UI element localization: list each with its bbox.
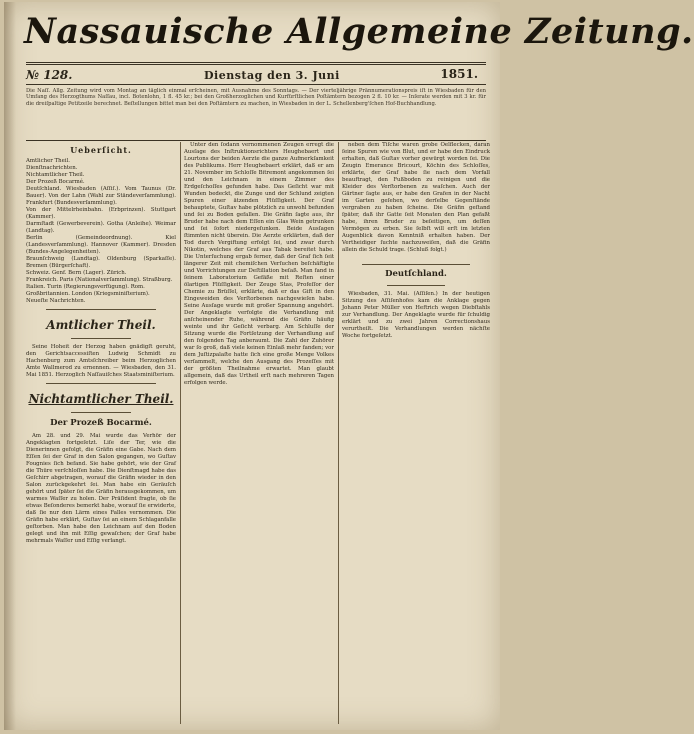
notice-rule [26, 140, 486, 141]
column-3 [342, 142, 490, 724]
amtlich-heading: Amtlicher Theil. [46, 318, 156, 332]
table-of-contents [26, 158, 176, 305]
toc-item: Neueſte Nachrichten. [26, 298, 86, 304]
toc-item: Deutſchland. Wiesbaden (Aſſiſ.). Vom Taunus (Dr. Bauer). Von der Lahn (Wahl zur Ständeverſammlung). Frankfurt (Bundesverſammlung). [26, 186, 176, 206]
toc-heading: Ueberſicht. [70, 145, 132, 155]
issue-year: 1851. [440, 67, 478, 81]
toc-item: Italien. Turin (Regierungsverfügung). Rom. [26, 284, 145, 290]
issue-number: № 128. [26, 68, 73, 82]
masthead-rule-top-2 [26, 64, 486, 65]
deutschland-heading: Deutſchland. [385, 269, 447, 279]
toc-item: Von der Mittelrheinbahn. (Erbprinzen). Stuttgart (Kammer). [26, 207, 176, 220]
toc-item: Darmſtadt (Gewerbeverein). Gotha (Anleihe). Weimar (Landtag). [26, 221, 176, 234]
prozess-text: Am 28. und 29. Mai wurde das Verhör der Angeklagten fortgeſetzt. Liſe der Ter, wie die Dienerinnen gefolgt, die Gräfin eine Gabe. Nach dem Eſſen ſei der Graf in den Salon gegangen, wo Guſtav Fougnies ſich befand. Sie habe gehört, wie der Graf die Thüre verſchloſſen habe. Die Dienſtmagd habe das Geſchirr abgetragen, worauf die Gräfin wieder in den Salon zurückgekehrt ſei. Man habe ein Geräuſch gehört und ſpäter ſei die Gräfin herausgekommen, um warmes Waſſer zu holen. Der Präſident fragte, ob ſie etwas Beſonderes bemerkt habe, worauf ſie erwiderte, daß ſie nur den Lärm eines Falles vernommen. Die Gräfin habe erklärt, Guſtav ſei an einem Schlaganfalle geſtorben. Man habe den Leichnam auf den Boden gelegt und ihn mit Eſſig gewaſchen; der Graf habe mehrmals Waſſer und Eſſig verlangt. [26, 433, 176, 544]
toc-item: Braunſchweig (Landtag). Oldenburg (Sparkaſſe). Bremen (Bürgerſchaft). [26, 256, 176, 269]
masthead-rule-bottom [26, 84, 486, 85]
toc-item: Großbritannien. London (Kriegsminiſterium). [26, 291, 150, 297]
toc-item: Der Prozeß Bocarmé. [26, 179, 85, 185]
toc-item: Berlin (Gemeindeordnung). Kiel (Landesverſammlung). Hannover (Kammer). Dresden (Bundes-Angelegenheiten). [26, 235, 176, 255]
nichtamtlich-heading: Nichtamtlicher Theil. [28, 392, 174, 406]
column-1 [26, 142, 176, 724]
masthead-title: Nassauische Allgemeine Zeitung. [24, 11, 694, 52]
toc-item: Amtlicher Theil. [26, 158, 71, 164]
toc-item: Nichtamtlicher Theil. [26, 172, 85, 178]
column-divider-2 [338, 142, 339, 724]
issue-date: Dienstag den 3. Juni [204, 69, 340, 82]
section-divider [46, 383, 156, 384]
page-edge-shadow [4, 2, 16, 730]
column-divider-1 [180, 142, 181, 724]
toc-item: Dienſtnachrichten. [26, 165, 78, 171]
section-divider [46, 309, 156, 310]
column-2 [184, 142, 334, 724]
section-divider [71, 412, 131, 413]
amtlich-text: Seine Hoheit der Herzog haben gnädigſt geruht, den Gerichtsaccessiſten Ludwig Schmidt zu Hachenburg zum Amtsſchreiber beim Herzoglichen Amte Wallmerod zu ernennen. — Wiesbaden, den 31. Mai 1851. Herzoglich Naſſauiſches Staatsminiſterium. [26, 344, 176, 378]
prozess-heading: Der Prozeß Bocarmé. [50, 418, 152, 428]
section-divider [387, 285, 445, 286]
newspaper-page [4, 2, 694, 730]
deutschland-text: Wiesbaden, 31. Mai. (Aſſiſen.) In der heutigen Sitzung des Aſſiſenhofes kam die Anklage gegen Johann Peter Müller von Heftrich wegen Diebſtahls zur Verhandlung. Der Angeklagte wurde für ſchuldig erklärt und zu zwei Jahren Correctionshaus verurtheilt. Die Verhandlungen werden nächſte Woche fortgeſetzt. [342, 291, 490, 339]
toc-item: Frankreich. Paris (Nationalverſammlung). Straßburg. [26, 277, 173, 283]
toc-item: Schweiz. Genf. Bern (Lager). Zürich. [26, 270, 127, 276]
masthead-rule-top [26, 62, 486, 63]
subscription-notice: Die Naſſ. Allg. Zeitung wird vom Montag an täglich einmal erſcheinen, mit Ausnahme des Sonntags. — Der vierteljährige Prännumerationspreis iſt in Wiesbaden für den Umfang des Herzogthums Naſſau, incl. Botenlohn, 1 fl. 45 kr.; bei den Großherzoglichen und Kurfürſtlichen Poſtämtern bezogen 2 fl. 10 kr. — Inſerate werden mit 3 kr. für die dreiſpaltige Petitzeile berechnet. Beſtellungen bittet man bei den Poſtämtern zu machen, in Wiesbaden in der L. Schellenberg'ſchen Hof-Buchhandlung. [26, 88, 486, 107]
section-divider [71, 338, 131, 339]
column-3-text: neben dem Tiſche waren grobe Oelflecken, daran ſeine Spuren wie von Blut, und er habe den Eindruck erhalten, daß Guſtav vorher gewürgt worden ſei. Die Zeugin Emerance Bricourt, Köchin des Schloſſes, erklärte, der Graf habe ſie nach dem Vorfall beauftragt, den Fußboden zu reinigen und die Kleider des Verſtorbenen zu waſchen. Auch der Gärtner ſagte aus, er habe den Grafen in der Nacht im Garten geſehen, wo derſelbe Gegenſtände vergraben zu haben ſcheine. Die Gräfin geſtand ſpäter, daß ihr Gatte ſeit Monaten den Plan gefaßt habe, ihren Bruder zu beſeitigen, um deſſen Vermögen zu erben. Sie ſelbſt will erſt im letzten Augenblick davon Kenntniß erhalten haben. Der Vertheidiger ſuchte nachzuweiſen, daß die Gräfin allein die Schuld trage. (Schluß folgt.) [342, 142, 490, 253]
column-2-text: Unter den ſodann vernommenen Zeugen erregt die Ausſage des Inſtruktionsrichters Heughebaert und Lourtons der beiden Aerzte die ganze Aufmerkſamkeit des Publikums. Herr Heughebaert erklärt, daß er am 21. November im Schloſſe Bitremont angekommen ſei und den Leichnam in einem Zimmer des Erdgeſchoſſes gefunden habe. Das Geſicht war mit Wunden bedeckt, die Zunge und der Schlund zeigten Spuren einer ätzenden Flüſſigkeit. Der Graf behauptete, Guſtav habe plötzlich zu unwohl befunden und ſei zu Boden gefallen. Die Gräfin ſagte aus, ihr Bruder habe nach dem Eſſen ein Glas Wein getrunken und ſei ſofort niedergeſunken. Beide Ausſagen ſtimmten nicht überein. Die Aerzte erklärten, daß der Tod durch Vergiftung erfolgt ſei, und zwar durch Nikotin, welches der Graf aus Tabak bereitet habe. Die Unterſuchung ergab ferner, daß der Graf ſich ſeit längerer Zeit mit chemiſchen Verſuchen beſchäftigte und Vorrichtungen zur Deſtillation beſaß. Man fand in ſeinem Laboratorium Gefäße mit Reſten einer ölartigen Flüſſigkeit. Der Zeuge Stas, Profeſſor der Chemie zu Brüſſel, erklärte, daß er das Gift in den Eingeweiden des Verſtorbenen nachgewieſen habe. Seine Ausſage wurde mit großer Spannung angehört. Der Angeklagte verfolgte die Verhandlung mit anſcheinender Ruhe, während die Gräfin häufig weinte und ihr Geſicht verbarg. Am Schluſſe der Sitzung wurde die Fortſetzung der Verhandlung auf den folgenden Tag anberaumt. Die Zahl der Zuhörer war ſo groß, daß viele keinen Einlaß mehr fanden; vor dem Juſtizpalaſte hatte ſich eine große Menge Volkes verſammelt, welche den Ausgang des Prozeſſes mit der größten Theilnahme erwartet. Man glaubt allgemein, daß das Urtheil erſt nach mehreren Tagen erfolgen werde. [184, 142, 334, 386]
section-divider [362, 264, 470, 265]
